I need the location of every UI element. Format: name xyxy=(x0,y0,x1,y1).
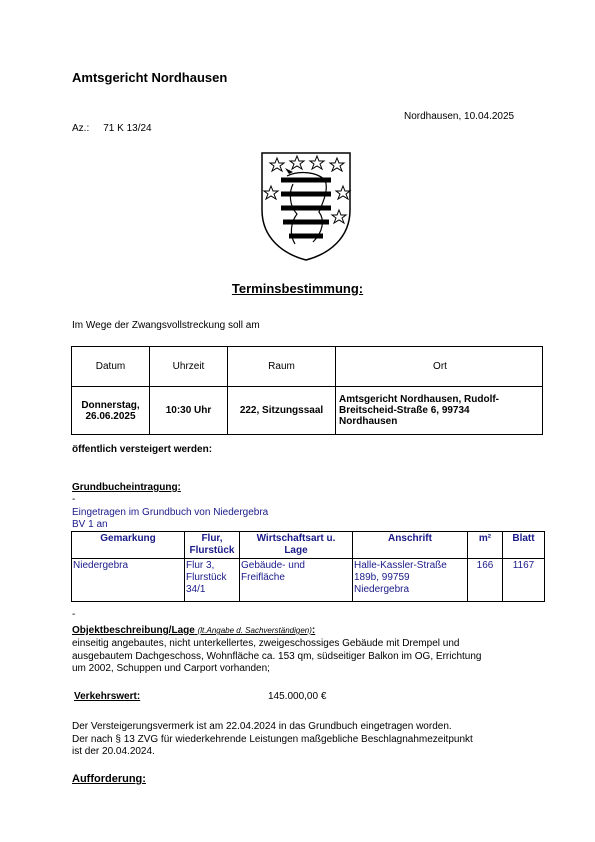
gb-header-wirt-2: Lage xyxy=(284,545,308,556)
termin-table xyxy=(71,346,543,435)
gb-anschrift-3: Niedergebra xyxy=(354,584,410,595)
gb-anschrift-2: 189b, 99759 xyxy=(354,572,410,583)
gb-wirt-1: Gebäude- und xyxy=(241,560,305,571)
verkehrswert-value: 145.000,00 € xyxy=(268,691,327,702)
az-number: 71 K 13/24 xyxy=(103,123,152,134)
gb-header-wirt-1: Wirtschaftsart u. xyxy=(256,533,336,544)
gb-header-flur xyxy=(185,532,240,559)
objekt-line-2: ausgebautem Dachgeschoss, Wohnfläche ca. 153 qm, südseitiger Balkon im OG, Errichtung xyxy=(72,650,482,662)
grundbuch-eingetragen: Eingetragen im Grundbuch von Niedergebra xyxy=(72,507,269,518)
vermerk-text xyxy=(72,721,542,759)
header-uhrzeit: Uhrzeit xyxy=(150,347,228,387)
coat-of-arms-icon xyxy=(259,150,353,262)
header-datum: Datum xyxy=(72,347,150,387)
gb-flur-1: Flur 3, xyxy=(186,560,215,571)
gb-header-m2: m² xyxy=(468,532,503,559)
gb-anschrift-1: Halle-Kassler-Straße xyxy=(354,560,447,571)
grundbuch-heading: Grundbucheintragung: xyxy=(72,482,181,493)
gb-header-blatt: Blatt xyxy=(503,532,545,559)
gb-cell-blatt: 1167 xyxy=(503,559,545,602)
gb-cell-gemarkung: Niedergebra xyxy=(72,559,185,602)
az-label: Az.: xyxy=(72,123,90,134)
objekt-line-3: um 2002, Schuppen und Carport vorhanden; xyxy=(72,663,270,674)
place-date: Nordhausen, 10.04.2025 xyxy=(404,111,515,122)
ort-line-3: Nordhausen xyxy=(339,416,398,427)
objekt-description xyxy=(72,638,532,676)
grundbuch-table-row xyxy=(72,559,545,602)
gb-header-anschrift: Anschrift xyxy=(353,532,468,559)
datum-weekday: Donnerstag, xyxy=(81,399,140,411)
gb-flur-3: 34/1 xyxy=(186,584,206,595)
termin-table-header xyxy=(72,347,543,387)
intro-text: Im Wege der Zwangsvollstreckung soll am xyxy=(72,320,260,331)
grundbuch-table xyxy=(71,531,545,602)
ort-line-2: Breitscheid-Straße 6, 99734 xyxy=(339,405,470,416)
grundbuch-dash: - xyxy=(72,494,76,505)
cell-ort xyxy=(336,387,543,435)
cell-uhrzeit: 10:30 Uhr xyxy=(150,387,228,435)
versteigert-text: öffentlich versteigert werden: xyxy=(72,444,213,455)
vermerk-line-1: Der Versteigerungsvermerk ist am 22.04.2024 in das Grundbuch eingetragen worden. xyxy=(72,721,452,732)
cell-datum xyxy=(72,387,150,435)
header-raum: Raum xyxy=(228,347,336,387)
header-ort: Ort xyxy=(336,347,543,387)
ort-line-1: Amtsgericht Nordhausen, Rudolf- xyxy=(339,394,500,405)
gb-cell-flur xyxy=(185,559,240,602)
vermerk-line-3: ist der 20.04.2024. xyxy=(72,746,155,757)
grundbuch-table-header xyxy=(72,532,545,559)
gb-cell-wirtschaftsart xyxy=(240,559,353,602)
gb-flur-2: Flurstück xyxy=(186,572,227,583)
objekt-heading-colon: : xyxy=(311,625,316,636)
document-title: Terminsbestimmung: xyxy=(231,281,364,296)
gb-wirt-2: Freifläche xyxy=(241,572,285,583)
objekt-dash: - xyxy=(72,609,76,620)
verkehrswert-label: Verkehrswert: xyxy=(74,691,141,702)
termin-table-row xyxy=(72,387,543,435)
gb-cell-m2: 166 xyxy=(468,559,503,602)
objekt-line-1: einseitig angebautes, nicht unterkellertes, zweigeschossiges Gebäude mit Drempel und xyxy=(72,638,460,649)
datum-date: 26.06.2025 xyxy=(85,410,136,422)
cell-raum: 222, Sitzungssaal xyxy=(228,387,336,435)
aufforderung-heading: Aufforderung: xyxy=(72,773,146,785)
grundbuch-bv: BV 1 an xyxy=(72,519,108,530)
objekt-heading-note: (lt.Angabe d. Sachverständigen) xyxy=(197,626,312,635)
objekt-heading-text: Objektbeschreibung/Lage xyxy=(72,625,195,636)
court-name: Amtsgericht Nordhausen xyxy=(72,70,228,85)
gb-header-flur-2: Flurstück xyxy=(189,545,235,556)
objekt-heading xyxy=(72,625,315,636)
gb-header-wirtschaftsart xyxy=(240,532,353,559)
case-number xyxy=(72,123,152,134)
gb-cell-anschrift xyxy=(353,559,468,602)
gb-header-flur-1: Flur, xyxy=(201,533,223,544)
vermerk-line-2: Der nach § 13 ZVG für wiederkehrende Leistungen maßgebliche Beschlagnahmezeitpunkt xyxy=(72,733,473,745)
gb-header-gemarkung: Gemarkung xyxy=(72,532,185,559)
